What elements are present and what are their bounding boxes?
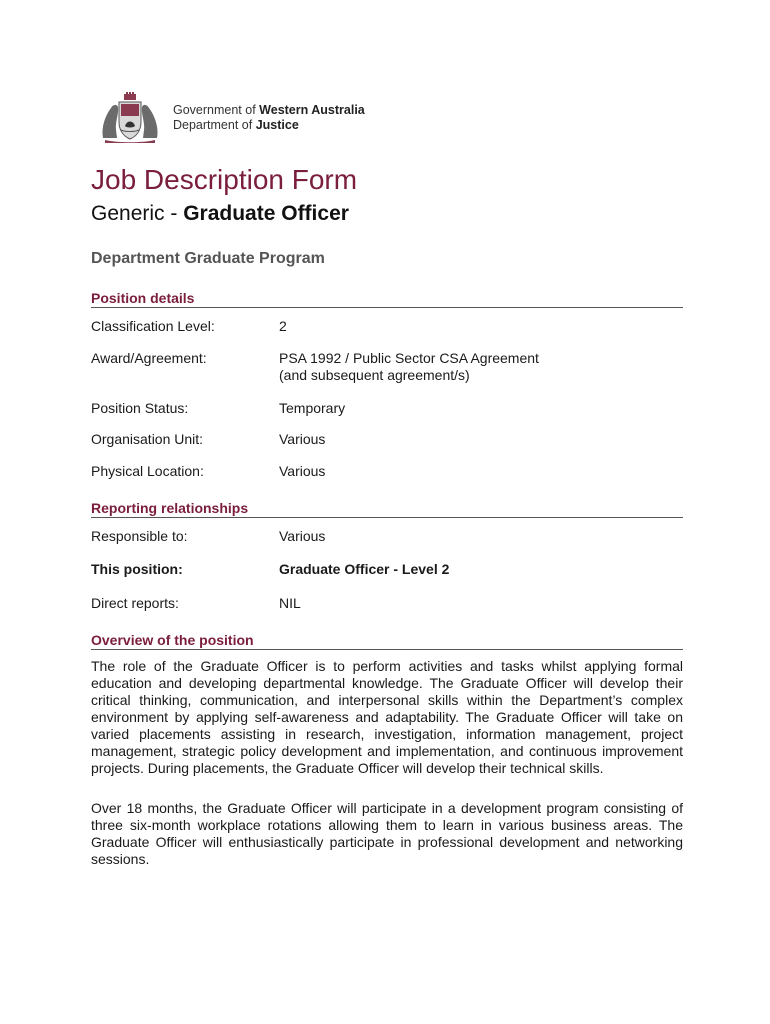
reporting-value [279, 595, 683, 612]
detail-value-line: Various [279, 431, 326, 447]
agency-name-block [173, 103, 365, 133]
subtitle-prefix: Generic - [91, 202, 184, 225]
document-title: Job Description Form [91, 164, 358, 195]
department-line [173, 118, 365, 133]
position-details-heading: Position details [91, 290, 683, 308]
department-name: Justice [255, 118, 299, 132]
subtitle-role: Graduate Officer [183, 202, 349, 225]
reporting-label: Responsible to: [91, 528, 188, 544]
wa-coat-of-arms-icon [97, 92, 163, 144]
detail-value-line: Various [279, 463, 326, 479]
detail-value [279, 318, 683, 335]
agency-prefix: Government of [173, 103, 256, 117]
letterhead [97, 92, 365, 144]
document-subtitle [91, 202, 349, 226]
detail-label: Position Status: [91, 400, 189, 416]
reporting-value-text: Graduate Officer - Level 2 [279, 561, 450, 577]
detail-label: Award/Agreement: [91, 350, 207, 366]
detail-value-line: 2 [279, 318, 287, 334]
detail-value [279, 400, 683, 417]
agency-line [173, 103, 365, 118]
reporting-heading: Reporting relationships [91, 500, 683, 518]
detail-label: Classification Level: [91, 318, 215, 334]
detail-label: Physical Location: [91, 463, 204, 479]
detail-value [279, 350, 683, 384]
reporting-label: This position: [91, 561, 183, 577]
reporting-value [279, 528, 683, 545]
reporting-value-text: NIL [279, 595, 301, 611]
overview-heading: Overview of the position [91, 632, 683, 650]
detail-value [279, 431, 683, 448]
department-prefix: Department of [173, 118, 253, 132]
detail-value-line: Temporary [279, 400, 346, 416]
reporting-label: Direct reports: [91, 595, 179, 611]
detail-value-line: PSA 1992 / Public Sector CSA Agreement [279, 350, 539, 366]
detail-label: Organisation Unit: [91, 431, 204, 447]
overview-paragraph: The role of the Graduate Officer is to perform activities and tasks whilst applying formal education and developing departmental knowledge. The Graduate Officer will develop their critical thinking, communication, and interpersonal skills within the Department’s complex environment by applying self-awareness and adaptability. The Graduate Officer will take on varied placements assisting in research, investigation, information management, project management, strategic policy development and implementation, and continuous improvement projects. During placements, the Graduate Officer will develop their technical skills. [91, 658, 683, 776]
reporting-value [279, 561, 683, 578]
reporting-value-text: Various [279, 528, 326, 544]
detail-value [279, 463, 683, 480]
overview-paragraph: Over 18 months, the Graduate Officer will participate in a development program consisting of three six-month workplace rotations allowing them to learn in various business areas. The Graduate Officer will enthusiastically participate in professional development and networking sessions. [91, 800, 683, 867]
detail-value-line: (and subsequent agreement/s) [279, 367, 470, 383]
program-name: Department Graduate Program [91, 250, 325, 267]
agency-name: Western Australia [259, 103, 365, 117]
